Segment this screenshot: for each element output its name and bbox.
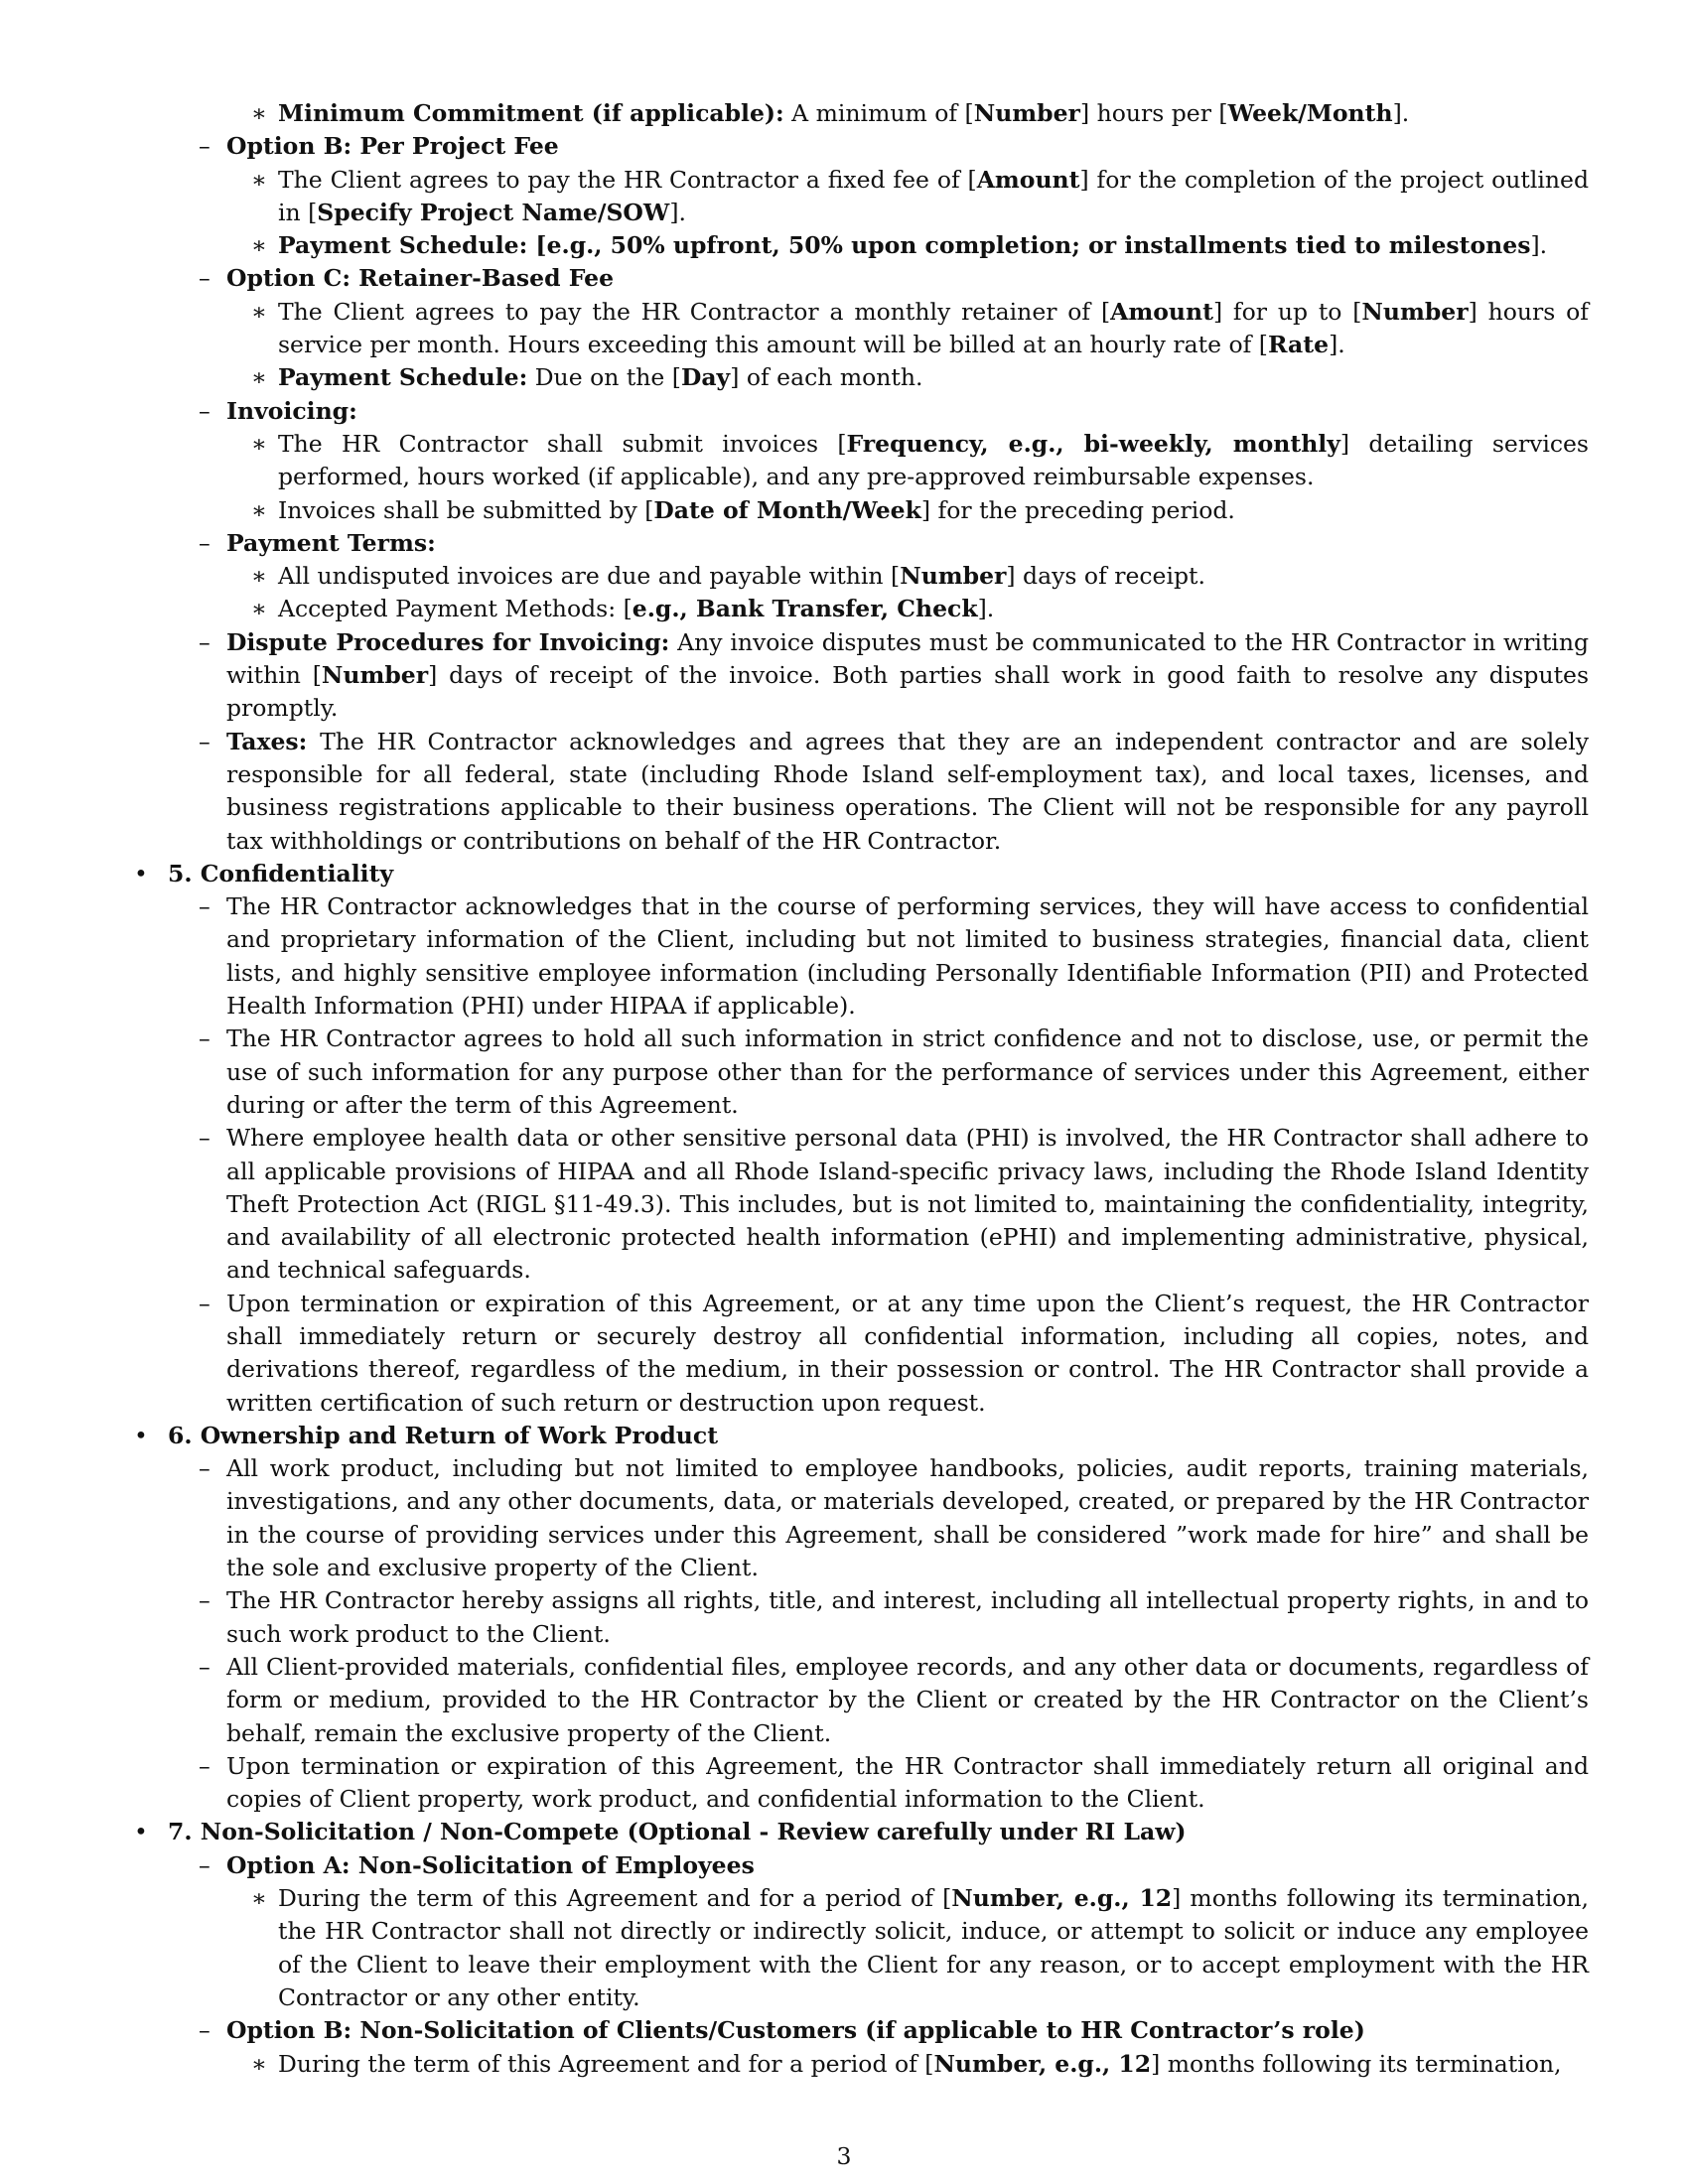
dash-bullet: – (199, 132, 211, 161)
placeholder-amount: Amount (1110, 297, 1213, 326)
dash-bullet: – (199, 1652, 211, 1681)
asterisk-bullet: ∗ (251, 363, 267, 392)
list-item-invoice-date: ∗ Invoices shall be submitted by [Date of Month/Week] for the preceding period. (134, 494, 1589, 527)
subsection-heading: Option A: Non-Solicitation of Employees (226, 1850, 755, 1879)
list-item-retainer: ∗ The Client agrees to pay the HR Contractor a monthly retainer of [Amount] for up to [Number] hours of service per month. Hours exceeding this amount will be billed at an hourly rate of [Rate]. (251, 297, 1589, 359)
section-title: 6. Ownership and Return of Work Product (168, 1421, 719, 1449)
list-item-retainer-schedule: ∗ Payment Schedule: Due on the [Day] of each month. (134, 361, 1589, 394)
invoicing (134, 395, 1589, 428)
list-item: – The HR Contractor hereby assigns all rights, title, and interest, including all intellectual property rights, in and to such work product to the Client. (199, 1586, 1589, 1648)
asterisk-bullet: ∗ (251, 429, 267, 458)
dash-bullet: – (199, 528, 211, 557)
dash-bullet: – (199, 1454, 211, 1483)
list-item-due-days: ∗ All undisputed invoices are due and payable within [Number] days of receipt. (134, 560, 1589, 593)
dash-bullet: – (199, 1586, 211, 1615)
item-label: Payment Schedule: (278, 231, 528, 260)
subsection-heading: Option B: Non-Solicitation of Clients/Customers (if applicable to HR Contractor’s role) (226, 2016, 1365, 2045)
section-6-heading (134, 1420, 1589, 1452)
item-label: Dispute Procedures for Invoicing: (226, 627, 670, 656)
list-item-fixed-fee: ∗ The Client agrees to pay the HR Contractor a fixed fee of [Amount] for the completion of the project outlined in [Specify Project Name/SOW]. (251, 165, 1589, 226)
placeholder-methods: e.g., Bank Transfer, Check (632, 595, 978, 623)
subsection-heading: Payment Terms: (226, 528, 436, 557)
placeholder-number: Number (973, 99, 1080, 127)
asterisk-bullet: ∗ (251, 2049, 267, 2078)
asterisk-bullet: ∗ (251, 99, 267, 127)
section-7-heading (134, 1816, 1589, 1848)
asterisk-bullet: ∗ (251, 595, 267, 623)
placeholder-project: Specify Project Name/SOW (317, 198, 670, 226)
subsection-heading: Invoicing: (226, 396, 357, 425)
item-label: Payment Schedule: (278, 363, 528, 392)
dash-bullet: – (199, 1289, 211, 1317)
list-item-invoice-frequency: ∗ The HR Contractor shall submit invoices [Frequency, e.g., bi-weekly, monthly] detailing services performed, hours worked (if applicable), and any pre-approved reimbursable expenses. (251, 429, 1589, 491)
section-5-heading (134, 858, 1589, 890)
list-item-payment-methods: ∗ Accepted Payment Methods: [e.g., Bank Transfer, Check]. (134, 593, 1589, 625)
dash-bullet: – (199, 1124, 211, 1153)
subsection-heading: Option C: Retainer-Based Fee (226, 264, 615, 293)
dash-bullet: – (199, 1850, 211, 1879)
asterisk-bullet: ∗ (251, 495, 267, 524)
list-item: – The HR Contractor acknowledges that in the course of performing services, they will have access to confidential and proprietary information of the Client, including but not limited to business strategies, financial data, client lists, and highly sensitive employee information (including Personally Identifiable Information (PII) and Protected Health Information (PHI) under HIPAA if applicable). (199, 892, 1589, 1021)
dash-bullet: – (199, 892, 211, 921)
section-title: 7. Non-Solicitation / Non-Compete (Optional - Review carefully under RI Law) (168, 1818, 1187, 1846)
asterisk-bullet: ∗ (251, 165, 267, 194)
placeholder-months: Number, e.g., 12 (933, 2049, 1152, 2078)
document-body (134, 97, 1589, 2081)
section-title: 5. Confidentiality (168, 859, 394, 887)
subsection-heading: Option B: Per Project Fee (226, 132, 559, 161)
placeholder-amount: Amount (976, 165, 1080, 194)
bullet: • (134, 1818, 148, 1846)
item-label: Minimum Commitment (if applicable): (278, 99, 784, 127)
list-item-client-nonsolicit: ∗ During the term of this Agreement and for a period of [Number, e.g., 12] months following its termination, (134, 2048, 1589, 2081)
list-item: – Upon termination or expiration of this Agreement, the HR Contractor shall immediately return all original and copies of Client property, work product, and confidential information to the Client. (199, 1751, 1589, 1814)
placeholder-number: Number (900, 562, 1007, 591)
option-c-retainer-fee (134, 262, 1589, 295)
asterisk-bullet: ∗ (251, 1884, 267, 1913)
dash-bullet: – (199, 1751, 211, 1780)
list-item: – Where employee health data or other sensitive personal data (PHI) is involved, the HR Contractor shall adhere to all applicable provisions of HIPAA and all Rhode Island-specific privacy laws, including the Rhode Island Identity Theft Protection Act (RIGL §11-49.3). This includes, but is not limited to, maintaining the confidentiality, integrity, and availability of all electronic protected health information (ePHI) and implementing administrative, physical, and technical safeguards. (199, 1124, 1589, 1285)
dispute-procedures: – Dispute Procedures for Invoicing: Any invoice disputes must be communicated to the HR Contractor in writing within [Number] days of receipt of the invoice. Both parties shall work in good faith to resolve any disputes promptly. (199, 627, 1590, 723)
placeholder-week-month: Week/Month (1227, 99, 1393, 127)
list-item-payment-schedule: ∗ Payment Schedule: [e.g., 50% upfront, 50% upon completion; or installments tied to milestones]. (134, 229, 1589, 262)
list-item-employee-nonsolicit: ∗ During the term of this Agreement and for a period of [Number, e.g., 12] months following its termination, the HR Contractor shall not directly or indirectly solicit, induce, or attempt to solicit or induce any employee of the Client to leave their employment with the Client for any reason, or to accept employment with the HR Contractor or any other entity. (251, 1884, 1589, 2011)
list-item-minimum-commitment: ∗ Minimum Commitment (if applicable): A minimum of [Number] hours per [Week/Month]. (134, 97, 1589, 130)
bullet: • (134, 859, 148, 887)
placeholder-schedule: e.g., 50% upfront, 50% upon completion; or installments tied to milestones (546, 231, 1531, 260)
dash-bullet: – (199, 727, 211, 755)
dash-bullet: – (199, 627, 211, 656)
list-item: – Upon termination or expiration of this Agreement, or at any time upon the Client’s request, the HR Contractor shall immediately return or securely destroy all confidential information, including all copies, notes, and derivations thereof, regardless of the medium, in their possession or control. The HR Contractor shall provide a written certification of such return or destruction upon request. (199, 1289, 1589, 1417)
placeholder-date: Date of Month/Week (653, 495, 921, 524)
list-item: – The HR Contractor agrees to hold all such information in strict confidence and not to disclose, use, or permit the use of such information for any purpose other than for the performance of services under this Agreement, either during or after the term of this Agreement. (199, 1024, 1589, 1119)
option-b-non-solicitation-clients (134, 2014, 1589, 2047)
taxes: – Taxes: The HR Contractor acknowledges and agrees that they are an independent contractor and are solely responsible for all federal, state (including Rhode Island self-employment tax), and local taxes, licenses, and business registrations applicable to their business operations. The Client will not be responsible for any payroll tax withholdings or contributions on behalf of the HR Contractor. (199, 727, 1589, 855)
placeholder-rate: Rate (1267, 331, 1330, 359)
bullet: • (134, 1421, 148, 1449)
item-label: Taxes: (226, 727, 308, 755)
placeholder-number: Number (321, 661, 429, 690)
asterisk-bullet: ∗ (251, 231, 267, 260)
list-item: – All work product, including but not limited to employee handbooks, policies, audit reports, training materials, investigations, and any other documents, data, or materials developed, created, or prepared by the HR Contractor in the course of providing services under this Agreement, shall be considered ”work made for hire” and shall be the sole and exclusive property of the Client. (199, 1454, 1589, 1582)
option-b-per-project-fee (134, 130, 1589, 163)
payment-terms (134, 527, 1589, 560)
asterisk-bullet: ∗ (251, 562, 267, 591)
dash-bullet: – (199, 1024, 211, 1053)
placeholder-frequency: Frequency, e.g., bi-weekly, monthly (846, 429, 1340, 458)
dash-bullet: – (199, 264, 211, 293)
dash-bullet: – (199, 2016, 211, 2045)
option-a-non-solicitation-employees (134, 1849, 1589, 1882)
placeholder-day: Day (680, 363, 731, 392)
placeholder-number: Number (1361, 297, 1469, 326)
asterisk-bullet: ∗ (251, 297, 267, 326)
dash-bullet: – (199, 396, 211, 425)
list-item: – All Client-provided materials, confidential files, employee records, and any other data or documents, regardless of form or medium, provided to the HR Contractor by the Client or created by the HR Contractor on the Client’s behalf, remain the exclusive property of the Client. (199, 1652, 1589, 1747)
placeholder-months: Number, e.g., 12 (951, 1884, 1173, 1913)
page-number: 3 (836, 2142, 852, 2170)
